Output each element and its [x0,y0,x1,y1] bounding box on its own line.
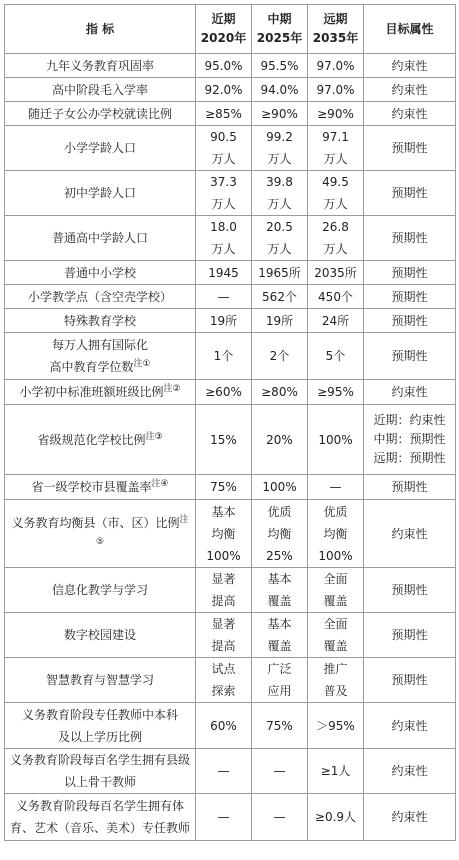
cell-name [5,794,196,841]
cell-text: 义务教育均衡县（市、区）比例 [11,515,180,530]
cell-text: 15% [210,432,237,447]
cell-text: 数字校园建设 [63,628,136,642]
cell-far [308,78,364,102]
table-row [5,658,456,703]
cell-text: 随迁子女公办学校就读比例 [27,106,172,121]
table-row [5,380,456,405]
cell-text: 1965所 [258,265,301,280]
cell-text: 智慧教育与智慧学习 [45,673,154,687]
cell-text: 预期性 [391,628,428,642]
cell-text: 预期性 [391,265,428,280]
table-row [5,405,456,475]
cell-text: — [273,810,286,824]
cell-text: 1个 [213,349,234,363]
cell-text: 100% [262,480,297,494]
cell-mid [252,216,308,261]
cell-text: 提高 [211,639,236,653]
cell-text: 预期性 [391,289,428,304]
table-row [5,261,456,285]
cell-far [308,380,364,405]
cell-text: 信息化教学与学习 [51,583,148,597]
cell-text: 预期性 [391,480,428,494]
cell-text: 26.8 [322,220,349,234]
table-row [5,78,456,102]
cell-mid [252,285,308,309]
cell-text: 覆盖 [323,594,348,608]
cell-name [5,380,196,405]
cell-name [5,475,196,500]
cell-text: 义务教育阶段每百名学生拥有县级 [9,753,190,767]
cell-text: 义务教育阶段每百名学生拥有体 [15,799,184,813]
cell-mid [252,126,308,171]
cell-text: — [217,810,230,824]
cell-near [196,613,252,658]
cell-text: 60% [210,718,237,733]
table-row [5,500,456,568]
cell-text: 近期：约束性 [373,413,446,427]
table-row [5,54,456,78]
cell-text: 以上骨干教师 [63,775,136,789]
cell-text: 预期性 [391,349,428,363]
cell-far [308,309,364,333]
cell-mid [252,405,308,475]
cell-text: 20.5 [266,220,293,234]
table-row [5,613,456,658]
cell-text: 约束性 [391,58,428,73]
cell-text: 49.5 [322,175,349,189]
cell-text: 92.0% [204,82,243,97]
cell-near [196,500,252,568]
cell-text: 覆盖 [323,639,348,653]
cell-near [196,658,252,703]
cell-attr [364,333,456,380]
cell-text: 万人 [267,152,292,166]
cell-text: 义务教育阶段专任教师中本科 [21,707,178,722]
cell-far [308,405,364,475]
cell-text: 基本 [267,572,292,586]
cell-text: 及以上学历比例 [57,729,142,744]
cell-attr [364,658,456,703]
cell-text: 95.5% [260,58,299,73]
cell-mid [252,475,308,500]
cell-text: 覆盖 [267,639,292,653]
cell-near [196,475,252,500]
cell-text: 万人 [323,197,348,211]
cell-text: 育、艺术（音乐、美术）专任教师 [9,821,190,835]
cell-near [196,78,252,102]
cell-text: 20% [266,432,293,447]
table-row [5,309,456,333]
cell-far [308,171,364,216]
targets-table [4,4,456,841]
cell-attr [364,78,456,102]
cell-text: 19所 [209,313,238,328]
cell-mid [252,568,308,613]
cell-text: 约束性 [391,82,428,97]
cell-text: 97.0% [316,58,355,73]
cell-attr [364,794,456,841]
cell-text: 预期性 [391,673,428,687]
cell-text: 37.3 [210,175,237,189]
cell-text: 普通高中学龄人口 [51,231,148,245]
cell-text: 90.5 [210,130,237,144]
cell-near [196,126,252,171]
cell-text: 应用 [267,684,292,698]
cell-text: 远期：预期性 [373,451,446,465]
cell-text: 全面 [323,572,348,586]
cell-text: 万人 [267,197,292,211]
cell-mid [252,78,308,102]
cell-text: 推广 [323,662,348,676]
cell-text: 预期性 [391,583,428,597]
cell-attr [364,613,456,658]
cell-far [308,658,364,703]
cell-mid [252,333,308,380]
cell-text: 万人 [211,152,236,166]
cell-text: 覆盖 [267,594,292,608]
cell-near [196,568,252,613]
cell-far [308,333,364,380]
cell-name [5,261,196,285]
cell-text: 初中学龄人口 [63,186,136,200]
cell-text: ≥85% [205,106,242,121]
cell-name [5,333,196,380]
cell-text: 562个 [262,289,297,304]
cell-text: 25% [266,548,293,563]
cell-text: 5个 [325,349,346,363]
cell-far [308,54,364,78]
cell-text: 99.2 [266,130,293,144]
cell-text: 100% [206,548,241,563]
cell-far [308,126,364,171]
cell-text: 优质 [323,504,348,519]
cell-mid [252,749,308,794]
cell-mid [252,54,308,78]
table-row [5,333,456,380]
cell-text: 广泛 [267,662,292,676]
header-near: 近期 2020年 [196,5,252,54]
cell-text: 75% [210,480,237,494]
cell-name [5,309,196,333]
cell-mid [252,703,308,749]
cell-text: 均衡 [211,526,236,541]
cell-near [196,333,252,380]
cell-text: 24所 [321,313,350,328]
cell-near [196,216,252,261]
footnote-marker: 注② [163,384,181,394]
cell-near [196,380,252,405]
cell-text: 全面 [323,617,348,631]
cell-attr [364,126,456,171]
cell-text: 万人 [267,242,292,256]
cell-attr [364,261,456,285]
cell-text: 提高 [211,594,236,608]
cell-name [5,568,196,613]
table-row [5,102,456,126]
table-header-row [5,5,456,54]
cell-attr [364,703,456,749]
cell-text: 万人 [211,242,236,256]
cell-text: 39.8 [266,175,293,189]
cell-far [308,285,364,309]
cell-mid [252,309,308,333]
cell-text: 约束性 [391,106,428,121]
cell-text: 19所 [265,313,294,328]
cell-far [308,216,364,261]
footnote-marker: 注① [133,359,151,369]
cell-far [308,261,364,285]
cell-far [308,613,364,658]
cell-attr [364,380,456,405]
cell-text: 约束性 [391,385,428,399]
cell-text: 普通中小学校 [63,265,136,280]
cell-text: 中期：预期性 [373,432,446,446]
cell-text: ≥90% [261,106,298,121]
cell-near [196,405,252,475]
cell-text: 每万人拥有国际化 [51,338,148,352]
header-indicator: 指 标 [5,5,196,54]
table-row [5,703,456,749]
cell-attr [364,475,456,500]
cell-attr [364,285,456,309]
cell-name [5,658,196,703]
cell-text: 95.0% [204,58,243,73]
cell-text: ≥1人 [320,764,351,778]
cell-attr [364,171,456,216]
cell-text: 94.0% [260,82,299,97]
cell-far [308,749,364,794]
cell-far [308,568,364,613]
cell-text: 100% [318,548,353,563]
cell-text: 450个 [318,289,353,304]
cell-near [196,749,252,794]
cell-near [196,285,252,309]
cell-text: 试点 [211,662,236,676]
cell-text: 预期性 [391,231,428,245]
cell-text: 显著 [211,617,236,631]
table-row [5,285,456,309]
cell-text: 省级规范化学校比例 [37,432,146,447]
cell-attr [364,568,456,613]
cell-text: — [329,480,342,494]
cell-text: ≥90% [317,106,354,121]
cell-name [5,285,196,309]
header-mid: 中期 2025年 [252,5,308,54]
table-body [5,54,456,841]
cell-text: 普及 [323,684,348,698]
table-row [5,749,456,794]
cell-text: 18.0 [210,220,237,234]
cell-far [308,500,364,568]
cell-name [5,126,196,171]
cell-text: 预期性 [391,313,428,328]
cell-text: 小学学龄人口 [63,141,136,155]
cell-text: 均衡 [323,526,348,541]
footnote-marker: 注④ [151,479,169,489]
cell-mid [252,171,308,216]
cell-text: 探索 [211,684,236,698]
cell-text: — [217,764,230,778]
cell-text: 预期性 [391,141,428,155]
cell-text: — [273,764,286,778]
cell-name [5,102,196,126]
cell-far [308,475,364,500]
table-row [5,475,456,500]
cell-text: ≥0.9人 [314,810,357,824]
cell-text: 2个 [269,349,290,363]
footnote-marker: 注⑤ [95,514,189,547]
cell-near [196,703,252,749]
cell-text: 万人 [323,152,348,166]
cell-text: 高中阶段毛入学率 [51,82,148,97]
cell-name [5,216,196,261]
table-row [5,126,456,171]
cell-text: ≥60% [205,385,242,399]
cell-text: 97.1 [322,130,349,144]
cell-far [308,794,364,841]
cell-text: 100% [318,432,353,447]
table-row [5,171,456,216]
cell-attr [364,749,456,794]
cell-attr [364,309,456,333]
cell-text: 均衡 [267,526,292,541]
cell-attr [364,54,456,78]
cell-text: — [217,289,230,304]
cell-far [308,703,364,749]
cell-mid [252,658,308,703]
table-row [5,216,456,261]
cell-text: 九年义务教育巩固率 [45,58,154,73]
cell-text: 万人 [211,197,236,211]
cell-far [308,102,364,126]
cell-text: 97.0% [316,82,355,97]
cell-text: 万人 [323,242,348,256]
cell-mid [252,794,308,841]
cell-attr [364,216,456,261]
footnote-marker: 注③ [145,431,163,442]
cell-text: ＞95% [316,718,355,733]
cell-attr [364,405,456,475]
table-row [5,794,456,841]
cell-text: 1945 [208,265,239,280]
cell-text: 显著 [211,572,236,586]
cell-text: 小学初中标准班额班级比例 [19,385,164,399]
cell-name [5,703,196,749]
cell-text: 基本 [267,617,292,631]
header-far: 远期 2035年 [308,5,364,54]
cell-name [5,54,196,78]
cell-text: 特殊教育学校 [63,313,136,328]
cell-name [5,405,196,475]
cell-text: 省一级学校市县覆盖率 [31,480,152,494]
cell-mid [252,613,308,658]
cell-text: ≥80% [261,385,298,399]
cell-text: 基本 [211,504,236,519]
header-attr: 目标属性 [364,5,456,54]
cell-name [5,613,196,658]
cell-text: 75% [266,718,293,733]
cell-attr [364,500,456,568]
cell-text: 小学教学点（含空壳学校） [27,289,172,304]
cell-text: 约束性 [391,810,428,824]
cell-name [5,171,196,216]
cell-text: 约束性 [391,764,428,778]
table-row [5,568,456,613]
cell-text: ≥95% [317,385,354,399]
cell-text: 高中教育学位数 [49,360,134,374]
cell-near [196,102,252,126]
cell-text: 约束性 [391,526,428,541]
cell-text: 约束性 [391,718,428,733]
cell-near [196,794,252,841]
cell-mid [252,102,308,126]
cell-mid [252,380,308,405]
cell-near [196,54,252,78]
cell-text: 优质 [267,504,292,519]
cell-mid [252,261,308,285]
cell-text: 预期性 [391,186,428,200]
cell-mid [252,500,308,568]
cell-near [196,171,252,216]
cell-near [196,261,252,285]
cell-text: 2035所 [314,265,357,280]
cell-attr [364,102,456,126]
cell-name [5,500,196,568]
cell-name [5,78,196,102]
cell-name [5,749,196,794]
cell-near [196,309,252,333]
